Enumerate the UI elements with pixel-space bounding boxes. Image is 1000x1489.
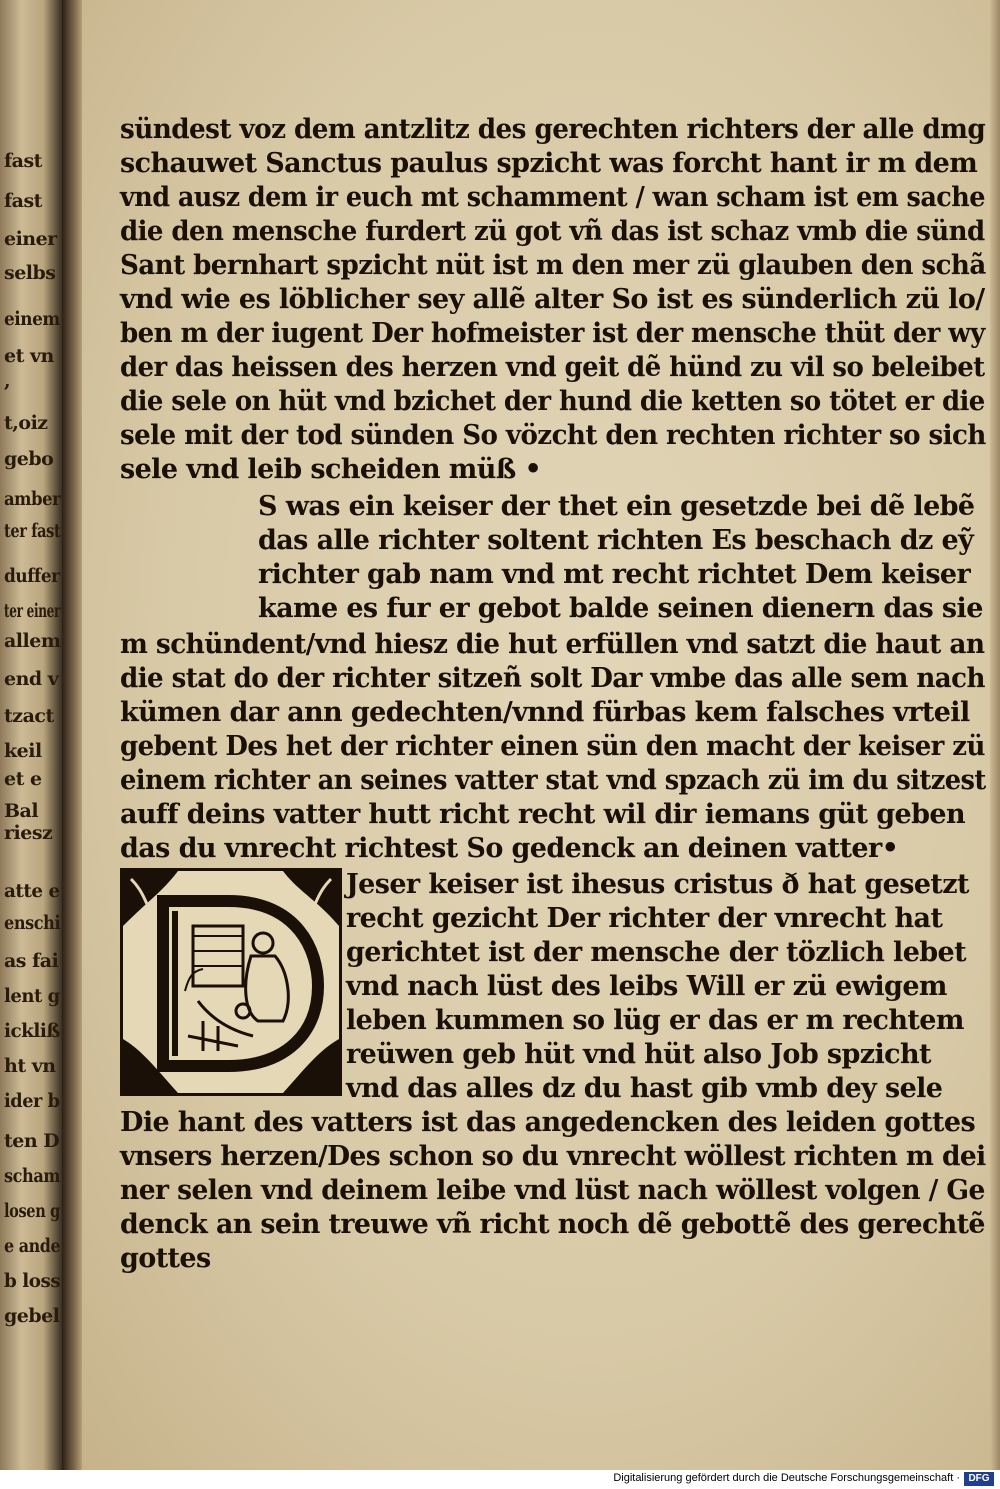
text-line: gottes [120, 1243, 211, 1274]
page-edge [990, 0, 1000, 1470]
text-line: denck an sein treuwe vñ richt noch dẽ gebottẽ des gerechtẽ [120, 1209, 985, 1240]
left-margin-fragment: t,oiz [4, 412, 48, 434]
digitization-footer [0, 1470, 1000, 1489]
left-margin-fragment: allem [4, 630, 61, 652]
text-line: die den mensche furdert zü got vñ das ist schaz vmb die sünd [120, 216, 985, 247]
left-margin-fragment: et e [4, 768, 42, 790]
text-line: gerichtet ist der mensche der tözlich lebet [346, 937, 967, 968]
left-margin-fragment: scham [4, 1165, 60, 1187]
text-line: gebent Des het der richter einen sün den macht der keiser zü [120, 731, 985, 762]
left-margin-fragment: duffer [4, 565, 60, 587]
text-line: S was ein keiser der thet ein gesetzde bei dẽ lebẽ [258, 491, 975, 522]
left-margin-fragment: enschi [4, 912, 61, 934]
left-margin-fragment: atte e [4, 880, 60, 902]
left-margin-fragment: einer [4, 228, 57, 250]
text-line: m schündent/vnd hiesz die hut erfüllen vnd satzt die haut an [120, 629, 985, 660]
left-margin-fragment: riesz [4, 822, 53, 844]
text-line: Die hant des vatters ist das angedencken des leiden gottes [120, 1107, 976, 1138]
left-margin-fragment: einem [4, 308, 60, 330]
text-line: kame es fur er gebot balde seinen dienern das sie [258, 593, 983, 624]
text-line: schauwet Sanctus paulus spzicht was forcht hant ir m dem [120, 148, 978, 179]
left-margin-fragment: keil [4, 740, 42, 762]
text-line: die stat do der richter sitzeñ solt Dar vmbe das alle sem nach [120, 663, 985, 694]
text-line: Sant bernhart spzicht nüt ist m den mer zü glauben den schã [120, 250, 986, 281]
text-line: vnsers herzen/Des schon so du vnrecht wöllest richten m dei [120, 1141, 986, 1172]
left-margin-fragment: fast [4, 150, 42, 172]
left-margin-fragment: end v [4, 668, 59, 690]
text-line: einem richter an seines vatter stat vnd spzach zü im du sitzest [120, 765, 986, 796]
left-margin-fragment: losen g [4, 1200, 60, 1222]
left-margin-fragment: ter einer [4, 600, 61, 622]
left-margin-fragment: tzact [4, 705, 54, 727]
left-margin-fragment: e ande [4, 1235, 61, 1257]
book-gutter [62, 0, 82, 1470]
text-line: leben kummen so lüg er das er m rechtem [346, 1005, 964, 1036]
left-margin-fragment: b loss [4, 1270, 61, 1292]
text-line: ner selen vnd deinem leibe vnd lüst nach wöllest volgen / Ge [120, 1175, 985, 1206]
text-line: vnd das alles dz du hast gib vmb dey sele [346, 1073, 943, 1104]
text-line: sündest voz dem antzlitz des gerechten richters der alle dmg [120, 114, 986, 145]
left-margin-fragment: as fai [4, 950, 59, 972]
left-margin-fragment: amber [4, 488, 61, 510]
left-margin-fragment: ht vn [4, 1055, 56, 1077]
text-line: recht gezicht Der richter der vnrecht hat [346, 903, 943, 934]
text-line: vnd wie es löblicher sey allẽ alter So ist es sünderlich zü lo/ [120, 284, 985, 315]
woodcut-initial-d [120, 868, 342, 1096]
dfg-logo: DFG [964, 1472, 994, 1486]
left-margin-fragment: ider b [4, 1090, 60, 1112]
left-margin-fragment: ten D [4, 1130, 60, 1152]
left-margin-fragment: , [4, 370, 11, 392]
text-line: auff deins vatter hutt richt recht wil dir iemans güt geben [120, 799, 965, 830]
left-margin-fragment: fast [4, 190, 42, 212]
text-line: das alle richter soltent richten Es beschach dz eỹ [258, 525, 974, 556]
left-page-margin [0, 0, 62, 1470]
left-margin-fragment: ter fast [4, 520, 61, 542]
text-line: der das heissen des herzen vnd geit dẽ hünd zu vil so beleibet [120, 352, 985, 383]
text-line: vnd nach lüst des leibs Will er zü ewigem [346, 971, 947, 1002]
left-margin-fragment: selbs [4, 262, 56, 284]
left-margin-fragment: lent g [4, 985, 60, 1007]
text-line: sele vnd leib scheiden müß • [120, 454, 542, 485]
woodcut-illustration [123, 871, 339, 1093]
text-line: reüwen geb hüt vnd hüt also Job spzicht [346, 1039, 931, 1070]
text-line: ben m der iugent Der hofmeister ist der mensche thüt der wy [120, 318, 985, 349]
text-line: die sele on hüt vnd bzichet der hund die ketten so tötet er die [120, 386, 985, 417]
left-margin-fragment: et vn [4, 345, 54, 367]
left-margin-fragment: gebel [4, 1305, 60, 1327]
text-line: kümen dar ann gedechten/vnnd fürbas kem falsches vrteil [120, 697, 970, 728]
text-line: vnd ausz dem ir euch mt schamment / wan scham ist em sache [120, 182, 985, 213]
funding-credit: Digitalisierung gefördert durch die Deutsche Forschungsgemeinschaft · [613, 1472, 960, 1484]
text-line: richter gab nam vnd mt recht richtet Dem keiser [258, 559, 971, 590]
text-line: Jeser keiser ist ihesus cristus ð hat gesetzt [346, 869, 969, 900]
left-margin-fragment: gebo [4, 448, 54, 470]
text-line: sele mit der tod sünden So vözcht den rechten richter so sich [120, 420, 986, 451]
left-margin-fragment: ickliß [4, 1020, 60, 1042]
left-margin-fragment: Bal [4, 800, 39, 822]
text-line: das du vnrecht richtest So gedenck an deinen vatter• [120, 833, 899, 864]
